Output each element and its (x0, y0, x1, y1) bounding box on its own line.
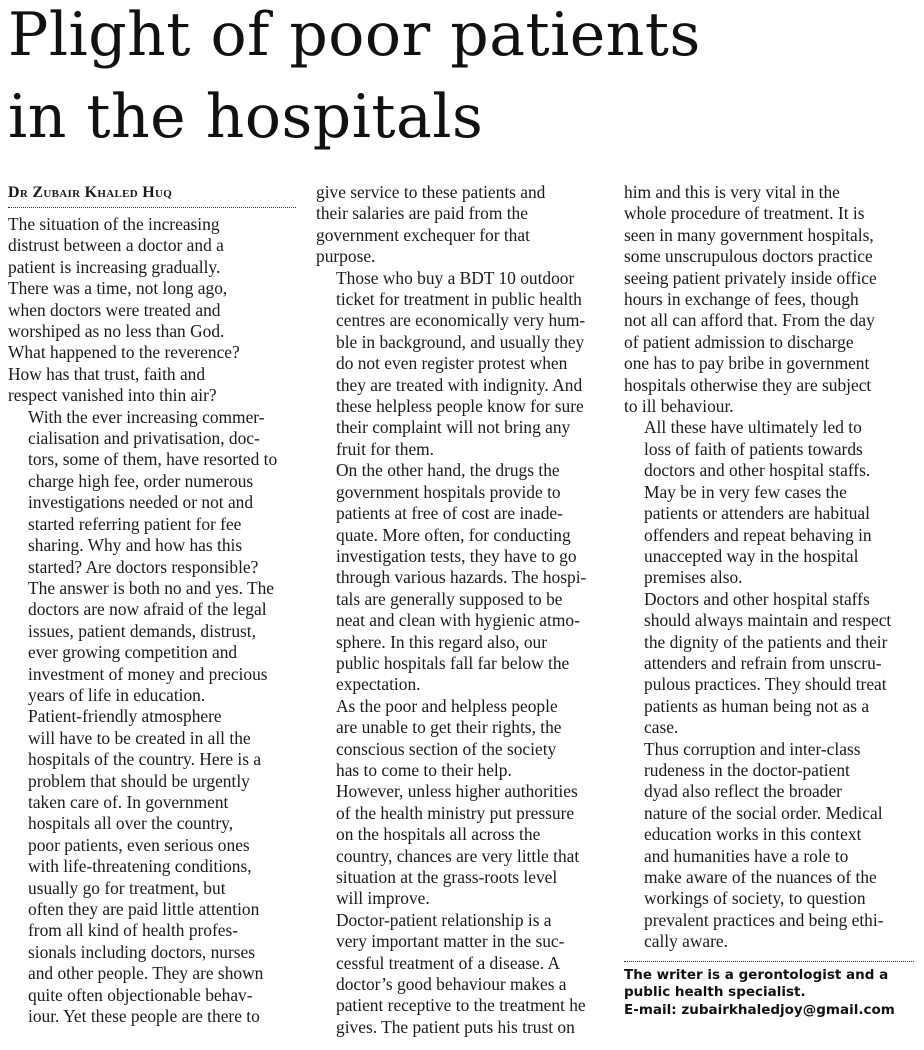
paragraph (316, 460, 604, 695)
text-line: started? Are doctors responsible? (28, 556, 259, 577)
text-line: ble in background, and usually they (336, 331, 585, 352)
text-line: attenders and refrain from unscru- (644, 652, 882, 673)
article-column-2 (316, 182, 604, 1038)
text-line: do not even register protest when (336, 353, 568, 374)
paragraph (8, 214, 296, 407)
text-line: very important matter in the suc- (336, 931, 565, 952)
text-line: taken care of. In government (28, 791, 229, 812)
text-line: fruit for them. (336, 438, 435, 459)
text-line: not all can afford that. From the day (624, 310, 875, 331)
text-line: seeing patient privately inside office (624, 267, 877, 288)
text-line: hospitals all over the country, (28, 813, 234, 834)
headline-line: in the hospitals (8, 82, 484, 152)
headline-line: Plight of poor patients (8, 0, 701, 70)
text-line: patient is increasing gradually. (8, 256, 221, 277)
text-line: public hospitals fall far below the (336, 652, 570, 673)
text-line: On the other hand, the drugs the (336, 460, 560, 481)
text-line: whole procedure of treatment. It is (624, 203, 865, 224)
text-line: education works in this context (644, 824, 862, 845)
text-line: government exchequer for that (316, 224, 530, 245)
author-note (624, 967, 914, 1020)
text-line: cialisation and privatisation, doc- (28, 428, 260, 449)
text-line: purpose. (316, 246, 376, 267)
text-line: There was a time, not long ago, (8, 278, 228, 299)
paragraph (316, 910, 604, 1038)
text-line: centres are economically very hum- (336, 310, 586, 331)
text-line: hours in exchange of fees, though (624, 289, 859, 310)
text-line: poor patients, even serious ones (28, 834, 250, 855)
text-line: some unscrupulous doctors practice (624, 246, 873, 267)
text-line: from all kind of health profes- (28, 920, 239, 941)
text-line: seen in many government hospitals, (624, 224, 874, 245)
text-line: cally aware. (644, 931, 728, 952)
text-line: should always maintain and respect (644, 610, 892, 631)
text-line: are unable to get their rights, the (336, 717, 562, 738)
text-line: All these have ultimately led to (644, 417, 862, 438)
text-line: investigations needed or not and (28, 492, 254, 513)
text-line: The situation of the increasing (8, 214, 220, 234)
text-line: loss of faith of patients towards (644, 438, 863, 459)
text-line: conscious section of the society (336, 738, 557, 759)
text-line: usually go for treatment, but (28, 877, 226, 898)
author-email: E-mail: zubairkhaledjoy@gmail.com (624, 1001, 895, 1018)
text-line: investment of money and precious (28, 663, 268, 684)
text-line: May be in very few cases the (644, 481, 847, 502)
text-line: years of life in education. (28, 684, 206, 705)
text-line: respect vanished into thin air? (8, 385, 217, 406)
byline-divider (8, 207, 296, 208)
text-line: tors, some of them, have resorted to (28, 449, 278, 470)
text-line: make aware of the nuances of the (644, 867, 877, 887)
text-line: they are treated with indignity. And (336, 374, 583, 395)
text-line: through various hazards. The hospi- (336, 567, 587, 588)
text-line: their salaries are paid from the (316, 203, 528, 224)
text-line: quate. More often, for conducting (336, 524, 571, 545)
paragraph (8, 706, 296, 1027)
text-line: hospitals of the country. Here is a (28, 749, 262, 770)
byline: Dr Zubair Khaled Huq (8, 184, 173, 201)
text-line: As the poor and helpless people (336, 695, 558, 716)
text-line: and humanities have a role to (644, 845, 849, 866)
text-line: iour. Yet these people are there to (28, 1006, 260, 1027)
text-line: when doctors were treated and (8, 299, 221, 320)
text-line: doctors and other hospital staffs. (644, 460, 871, 481)
text-line: cessful treatment of a disease. A (336, 952, 561, 973)
text-line: has to come to their help. (336, 759, 512, 780)
text-line: of patient admission to discharge (624, 331, 854, 352)
text-line: issues, patient demands, distrust, (28, 620, 256, 641)
text-line: Patient-friendly atmosphere (28, 706, 222, 727)
text-line: on the hospitals all across the (336, 824, 541, 845)
text-line: these helpless people know for sure (336, 396, 584, 417)
text-line: Doctor-patient relationship is a (336, 909, 552, 930)
text-line: worshiped as no less than God. (8, 321, 225, 342)
text-line: offenders and repeat behaving in (644, 524, 872, 545)
text-line: Those who buy a BDT 10 outdoor (336, 267, 575, 288)
text-line: Thus corruption and inter-class (644, 738, 861, 759)
text-line: will improve. (336, 888, 430, 909)
text-line: What happened to the reverence? (8, 342, 240, 363)
paragraph (316, 268, 604, 461)
article-column-3 (624, 182, 914, 1019)
text-line: sharing. Why and how has this (28, 535, 243, 556)
text-line: rudeness in the doctor-patient (644, 759, 850, 780)
text-line: will have to be created in all the (28, 727, 251, 748)
text-line: gives. The patient puts his trust on (336, 1016, 575, 1037)
text-line: However, unless higher authorities (336, 781, 578, 802)
text-line: doctor’s good behaviour makes a (336, 974, 567, 995)
text-line: How has that trust, faith and (8, 363, 206, 384)
text-line: nature of the social order. Medical (644, 802, 883, 823)
author-note-line: The writer is a gerontologist and a (624, 966, 889, 983)
text-line: quite often objectionable behav- (28, 984, 253, 1005)
text-line: Doctors and other hospital staffs (644, 588, 870, 609)
article-column-1 (8, 182, 296, 1027)
text-line: him and this is very vital in the (624, 182, 840, 202)
text-line: their complaint will not bring any (336, 417, 571, 438)
text-line: sphere. In this regard also, our (336, 631, 548, 652)
text-line: tals are generally supposed to be (336, 588, 563, 609)
text-line: of the health ministry put pressure (336, 802, 575, 823)
paragraph (624, 589, 914, 739)
text-line: workings of society, to question (644, 888, 866, 909)
text-line: case. (644, 717, 679, 738)
paragraph (316, 696, 604, 910)
text-line: give service to these patients and (316, 182, 546, 202)
text-line: pulous practices. They should treat (644, 674, 887, 695)
text-line: often they are paid little attention (28, 899, 260, 919)
text-line: unaccepted way in the hospital (644, 545, 859, 566)
paragraph (624, 182, 914, 417)
text-line: started referring patient for fee (28, 513, 242, 534)
text-line: situation at the grass-roots level (336, 867, 558, 887)
paragraph (624, 417, 914, 588)
text-line: patient receptive to the treatment he (336, 995, 586, 1016)
text-line: sionals including doctors, nurses (28, 941, 256, 962)
text-line: the dignity of the patients and their (644, 631, 888, 652)
text-line: distrust between a doctor and a (8, 235, 224, 256)
text-line: ever growing competition and (28, 642, 238, 663)
text-line: charge high fee, order numerous (28, 470, 254, 491)
author-note-line: public health specialist. (624, 984, 806, 1001)
text-line: expectation. (336, 674, 421, 695)
text-line: investigation tests, they have to go (336, 545, 577, 566)
text-line: premises also. (644, 567, 743, 588)
text-line: patients as human being not as a (644, 695, 870, 716)
paragraph (624, 739, 914, 953)
text-line: With the ever increasing commer- (28, 406, 265, 427)
text-line: patients or attenders are habitual (644, 503, 870, 524)
text-line: neat and clean with hygienic atmo- (336, 610, 580, 631)
text-line: with life-threatening conditions, (28, 856, 252, 877)
text-line: government hospitals provide to (336, 481, 561, 502)
text-line: doctors are now afraid of the legal (28, 599, 267, 620)
text-line: patients at free of cost are inade- (336, 503, 563, 524)
text-line: The answer is both no and yes. The (28, 577, 274, 598)
text-line: dyad also reflect the broader (644, 781, 842, 802)
text-line: and other people. They are shown (28, 963, 264, 984)
text-line: prevalent practices and being ethi- (644, 909, 884, 930)
text-line: country, chances are very little that (336, 845, 580, 866)
text-line: to ill behaviour. (624, 396, 734, 417)
author-note-divider (624, 961, 914, 962)
text-line: problem that should be urgently (28, 770, 250, 791)
text-line: hospitals otherwise they are subject (624, 374, 872, 395)
paragraph (8, 407, 296, 707)
headline (8, 0, 701, 158)
paragraph (316, 182, 604, 268)
text-line: ticket for treatment in public health (336, 289, 582, 310)
text-line: one has to pay bribe in government (624, 353, 870, 374)
